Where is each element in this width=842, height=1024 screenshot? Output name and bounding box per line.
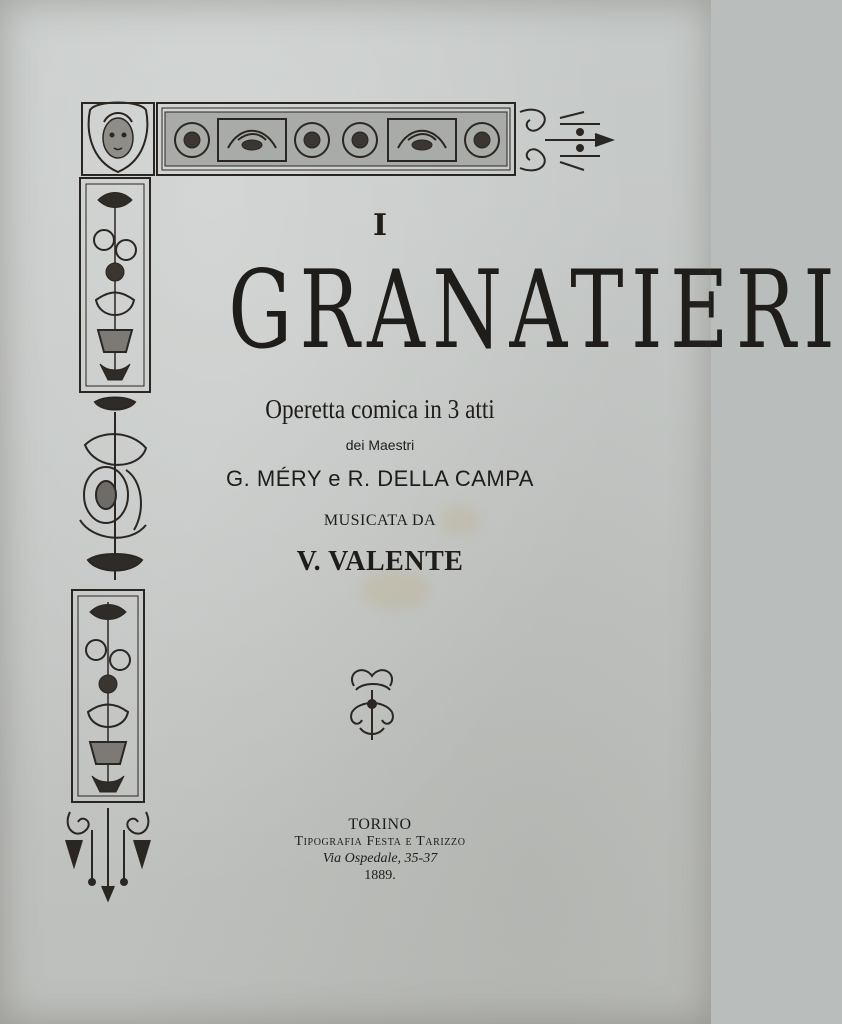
scroll-finial-icon — [520, 110, 612, 171]
imprint-street: Via Ospedale, 35-37 — [322, 851, 438, 866]
title-number: I — [372, 208, 388, 243]
scroll-finial-icon — [66, 808, 150, 900]
imprint-printer: Tipografia Festa e Tarizzo — [294, 834, 466, 849]
head-medallion-icon — [82, 103, 154, 176]
authors-intro: dei Maestri — [345, 437, 415, 453]
music-intro: MUSICATA DA — [323, 512, 437, 529]
page-title: GRANATIERI — [228, 248, 842, 373]
fleuron-icon — [351, 670, 393, 740]
floral-urn-icon — [80, 178, 150, 392]
authors: G. MÉRY e R. DELLA CAMPA — [226, 466, 534, 491]
imprint-city: TORINO — [348, 816, 412, 833]
trophy-icon — [80, 398, 146, 581]
subtitle: Operetta comica in 3 atti — [265, 394, 495, 424]
composer: V. VALENTE — [296, 546, 464, 577]
imprint-year: 1889. — [364, 868, 396, 883]
floral-urn-icon — [72, 590, 144, 802]
top-frieze — [157, 103, 515, 175]
